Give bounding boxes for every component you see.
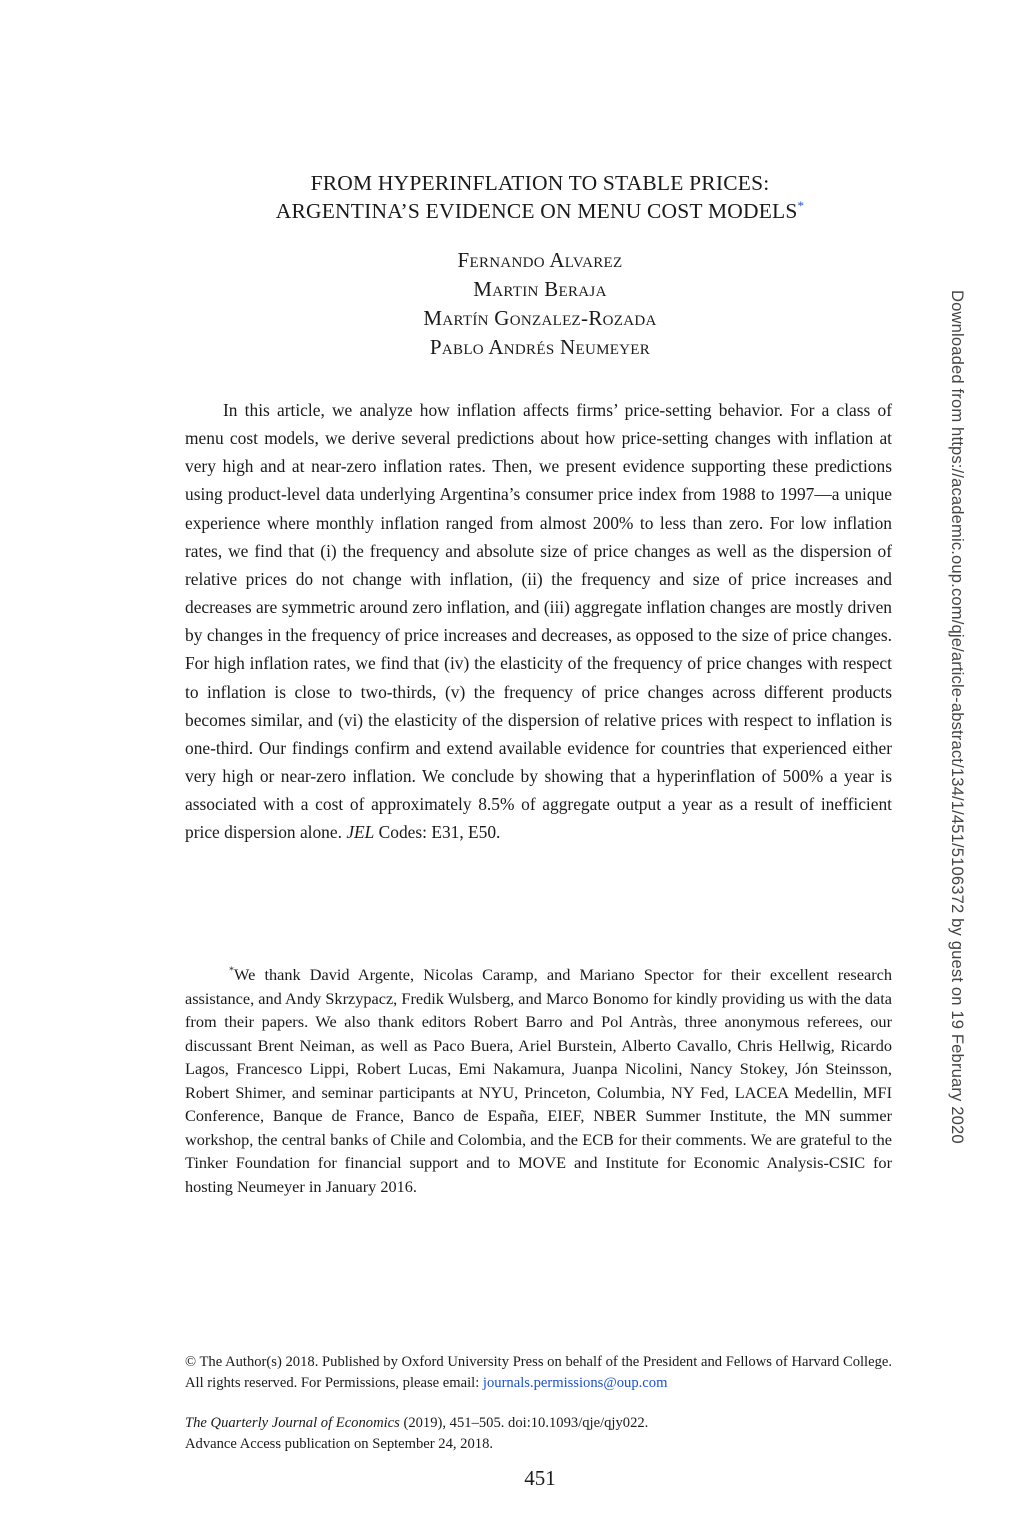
copyright-text: © The Author(s) 2018. Published by Oxford University Press on behalf of the President and Fellows of Harvard College. All rights reserved. For Permissions, please email: [185,1354,892,1391]
author-name: Martín Gonzalez-Rozada [423,306,657,330]
article-title-line-2 [120,198,960,225]
journal-citation [185,1413,892,1434]
article-title-text-2: ARGENTINA’S EVIDENCE ON MENU COST MODELS [275,199,798,223]
article-title-line-1 [120,170,960,197]
journal-details: (2019), 451–505. doi:10.1093/qje/qjy022. [399,1415,649,1431]
copyright-notice [185,1352,892,1393]
article-title-text-1: FROM HYPERINFLATION TO STABLE PRICES: [310,171,770,195]
author-name: Pablo Andrés Neumeyer [429,335,651,359]
title-footnote-link[interactable]: * [797,197,805,213]
footnote-mark: * [229,965,234,977]
page-number: 451 [524,1466,556,1490]
abstract-body: In this article, we analyze how inflation affects firms’ price-setting behavior. For a class of menu cost models, we derive several predictions about how price-setting changes with inflation at very high and at near-zero inflation rates. Then, we present evidence supporting these predictions using product-level data underlying Argentina’s consumer price index from 1988 to 1997—a unique experience where monthly inflation ranged from almost 200% to less than zero. For low inflation rates, we find that (i) the frequency and absolute size of price changes as well as the dispersion of relative prices do not change with inflation, (ii) the frequency and size of price increases and decreases are symmetric around zero inflation, and (iii) aggregate inflation changes are mostly driven by changes in the frequency of price increases and decreases, as opposed to the size of price changes. For high inflation rates, we find that (iv) the elasticity of the frequency of price changes with respect to inflation is close to two-thirds, (v) the frequency of price changes across different products becomes similar, and (vi) the elasticity of the dispersion of relative prices with respect to inflation is one-third. Our findings confirm and extend available evidence for countries that experienced either very high or near-zero inflation. We conclude by showing that a hyperinflation of 500% a year is associated with a cost of approximately 8.5% of aggregate output a year as a result of inefficient price dispersion alone. [185,400,892,843]
footnote-text: We thank David Argente, Nicolas Caramp, and Mariano Spector for their excellent research assistance, and Andy Skrzypacz, Fredik Wulsberg, and Marco Bonomo for kindly providing us with the data from their papers. We also thank editors Robert Barro and Pol Antràs, three anonymous referees, our discussant Brent Neiman, as well as Paco Buera, Ariel Burstein, Alberto Cavallo, Chris Hellwig, Ricardo Lagos, Francesco Lippi, Robert Lucas, Emi Nakamura, Juanpa Nicolini, Nancy Stokey, Jón Steinsson, Robert Shimer, and seminar participants at NYU, Princeton, Columbia, NY Fed, LACEA Medellin, MFI Conference, Banque de France, Banco de España, EIEF, NBER Summer Institute, the MN summer workshop, the central banks of Chile and Colombia, and the ECB for their comments. We are grateful to the Tinker Foundation for financial support and to MOVE and Institute for Economic Analysis-CSIC for hosting Neumeyer in January 2016. [185,965,892,1196]
abstract-paragraph [185,396,892,847]
jel-label: JEL [346,822,375,843]
advance-access-note: Advance Access publication on September 24, 2018. [185,1436,494,1452]
jel-codes: Codes: E31, E50. [374,822,501,843]
author-name: Fernando Alvarez [457,248,623,272]
author-list [230,246,850,362]
journal-name: The Quarterly Journal of Economics [185,1415,400,1431]
acknowledgments-footnote [185,963,892,1198]
permissions-email-link[interactable]: journals.permissions@oup.com [482,1374,668,1391]
author-name: Martin Beraja [473,277,607,301]
download-watermark: Downloaded from https://academic.oup.com/qje/article-abstract/134/1/451/5106372 by guest on 19 February 2020 [948,290,967,1144]
